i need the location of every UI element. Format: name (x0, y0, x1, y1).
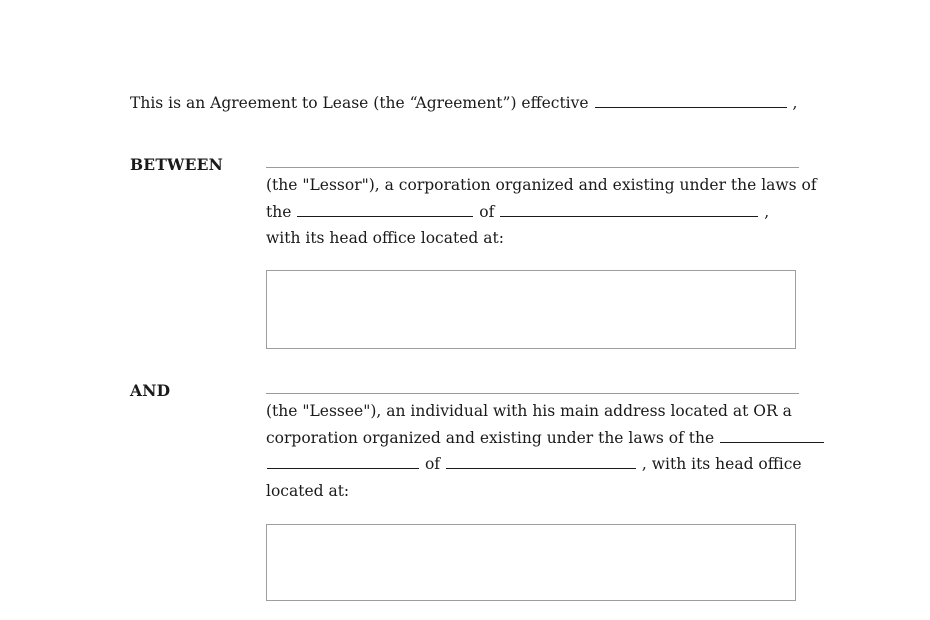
lessor-line-2-of: of (479, 202, 495, 221)
lessor-line-3 (266, 225, 800, 252)
lessee-line-2 (266, 425, 800, 452)
effective-date-blank[interactable] (595, 95, 787, 108)
intro-text-before-blank: This is an Agreement to Lease (the “Agreement”) effective (130, 94, 589, 112)
agreement-intro-line (130, 90, 830, 116)
lessor-line-1 (266, 172, 817, 199)
lessor-line-2-the: the (266, 202, 292, 221)
lessee-line-3 (266, 451, 800, 478)
lessee-line-3-tail: , with its head office (641, 455, 802, 473)
party-label-between: BETWEEN (130, 155, 224, 174)
lessor-country-blank[interactable] (500, 203, 758, 216)
lessor-line-2-comma: , (764, 202, 770, 221)
lessee-line-4 (266, 478, 800, 505)
lessee-line-1-text: (the "Lessee"), an individual with his main address located at OR a (266, 402, 792, 420)
lessee-jurisdiction-blank-part1[interactable] (720, 429, 824, 442)
lessor-line-1-text: (the "Lessor"), a corporation organized and existing under the laws of (266, 176, 817, 194)
lessee-country-blank[interactable] (446, 456, 636, 469)
lessor-description (266, 172, 817, 252)
lessor-name-rule[interactable] (266, 167, 799, 168)
lessee-line-4-text: located at: (266, 481, 350, 500)
lessee-jurisdiction-blank-part2[interactable] (267, 456, 419, 469)
intro-text-after-blank: , (792, 94, 798, 112)
lessor-line-3-text: with its head office located at: (266, 229, 504, 247)
lessee-line-3-of: of (424, 455, 441, 473)
lessor-line-2 (266, 199, 800, 226)
lessor-address-box[interactable] (266, 270, 796, 349)
lessor-body (266, 153, 817, 252)
lessee-name-rule[interactable] (266, 393, 799, 394)
lessee-line-1 (266, 398, 800, 425)
lessee-line-2-text: corporation organized and existing under the laws of the (266, 428, 715, 447)
lessor-jurisdiction-blank[interactable] (297, 203, 473, 216)
party-label-and: AND (130, 381, 171, 400)
lessee-address-box[interactable] (266, 524, 796, 601)
lessee-body (266, 379, 800, 504)
lessee-description (266, 398, 800, 504)
